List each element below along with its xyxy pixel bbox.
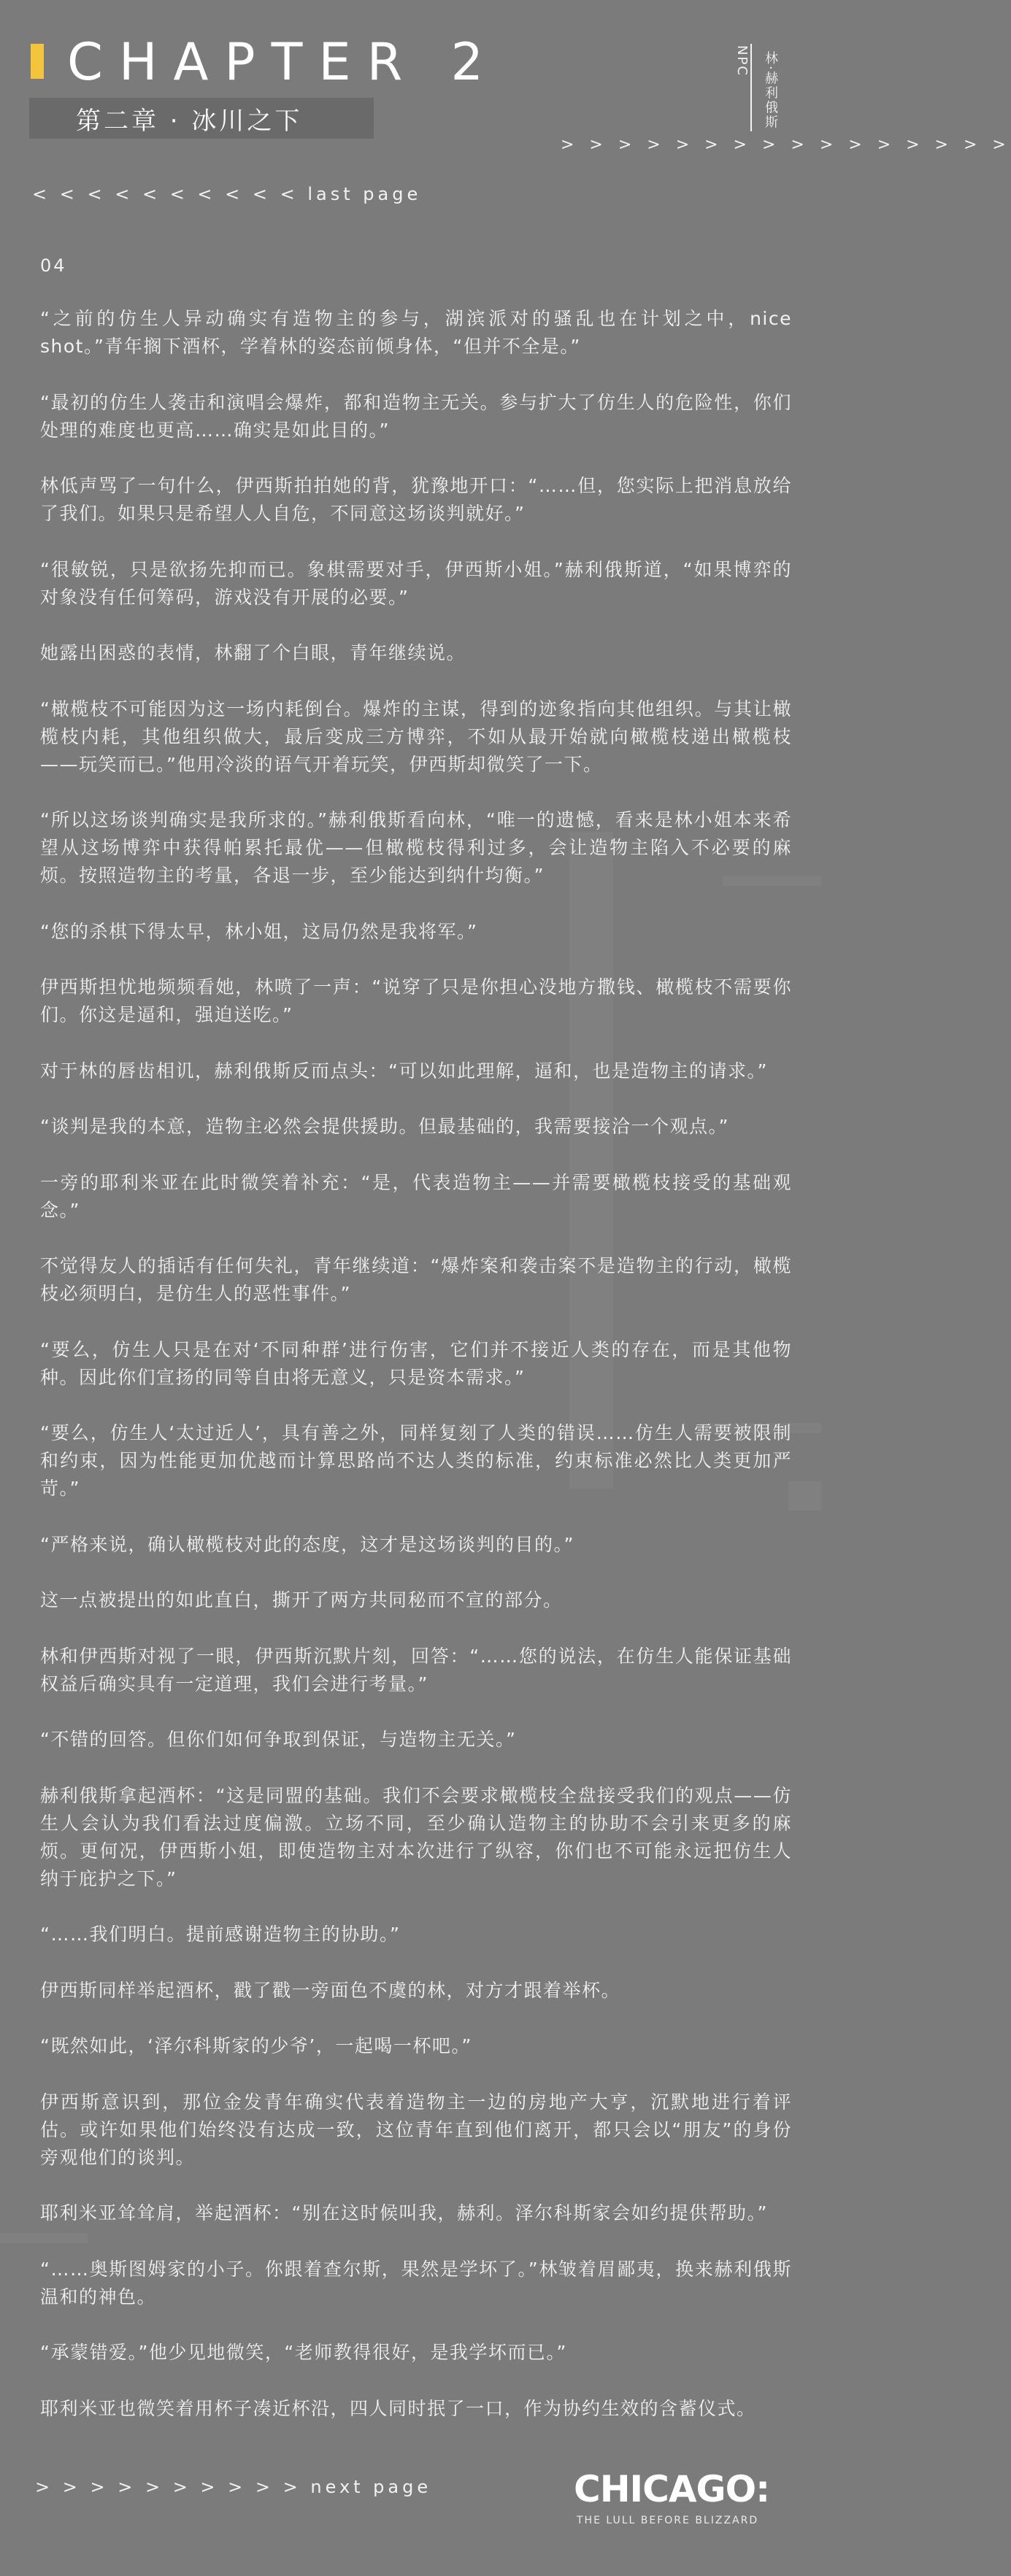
chapter-title: CHAPTER 2	[67, 32, 500, 92]
chapter-subtitle: 第二章 · 冰川之下	[76, 107, 303, 136]
paragraph: “既然如此，‘泽尔科斯家的少爷’，一起喝一杯吧。”	[40, 2035, 472, 2056]
last-page-link[interactable]: < < < < < < < < < < last page	[32, 184, 422, 204]
paragraph: 耶利米亚也微笑着用杯子凑近杯沿，四人同时抿了一口，作为协约生效的含蓄仪式。	[40, 2397, 756, 2419]
paragraph: “……奥斯图姆家的小子。你跟着查尔斯，果然是学坏了。”林皱着眉鄙夷，换来赫利俄斯温和的神色。	[40, 2258, 792, 2307]
background-decoration	[788, 1481, 821, 1511]
paragraph: “不错的回答。但你们如何争取到保证，与造物主无关。”	[40, 1729, 517, 1750]
paragraph: 林和伊西斯对视了一眼，伊西斯沉默片刻，回答：“……您的说法，在仿生人能保证基础权益后确实具有一定道理，我们会进行考量。”	[40, 1645, 792, 1694]
paragraph: “所以这场谈判确实是我所求的。”赫利俄斯看向林，“唯一的遗憾，看来是林小姐本来希望从这场博弈中获得帕累托最优——但橄榄枝得利过多，会让造物主陷入不必要的麻烦。按照造物主的考量，各退一步，至少能达到纳什均衡。”	[40, 809, 792, 886]
paragraph: 这一点被提出的如此直白，撕开了两方共同秘而不宣的部分。	[40, 1589, 563, 1611]
paragraph: 她露出困惑的表情，林翻了个白眼，青年继续说。	[40, 642, 466, 663]
paragraph: 伊西斯担忧地频频看她，林喷了一声：“说穿了只是你担心没地方撒钱、橄榄枝不需要你们。你这是逼和，强迫送吃。”	[40, 976, 792, 1025]
section-number: 04	[40, 255, 67, 276]
paragraph: 不觉得友人的插话有任何失礼，青年继续道：“爆炸案和袭击案不是造物主的行动，橄榄枝必须明白，是仿生人的恶性事件。”	[40, 1255, 792, 1304]
vertical-divider	[750, 44, 752, 131]
logo-tagline: THE LULL BEFORE BLIZZARD	[577, 2515, 759, 2526]
paragraph: 伊西斯意识到，那位金发青年确实代表着造物主一边的房地产大亨，沉默地进行着评估。或许如果他们始终没有达成一致，这位青年直到他们离开，都只会以“朋友”的身份旁观他们的谈判。	[40, 2091, 792, 2168]
paragraph: “谈判是我的本意，造物主必然会提供援助。但最基础的，我需要接洽一个观点。”	[40, 1116, 729, 1137]
page-header	[0, 0, 1011, 154]
vertical-tag-npc: NPC	[734, 45, 750, 77]
vertical-tag-character: 林·赫利俄斯	[763, 51, 778, 130]
next-page-link[interactable]: > > > > > > > > > > next page	[35, 2477, 432, 2497]
paragraph: “最初的仿生人袭击和演唱会爆炸，都和造物主无关。参与扩大了仿生人的危险性，你们处理的难度也更高……确实是如此目的。”	[40, 391, 792, 441]
paragraph: “要么，仿生人只是在对‘不同种群’进行伤害，它们并不接近人类的存在，而是其他物种。因此你们宣扬的同等自由将无意义，只是资本需求。”	[40, 1338, 792, 1388]
paragraph: 对于林的唇齿相讥，赫利俄斯反而点头：“可以如此理解，逼和，也是造物主的请求。”	[40, 1060, 768, 1081]
paragraph: 伊西斯同样举起酒杯，戳了戳一旁面色不虞的林，对方才跟着举杯。	[40, 1979, 621, 2001]
paragraph: “橄榄枝不可能因为这一场内耗倒台。爆炸的主谋，得到的迹象指向其他组织。与其让橄榄枝内耗，其他组织做大，最后变成三方博弈，不如从最开始就向橄榄枝递出橄榄枝——玩笑而已。”他用冷淡的语气开着玩笑，伊西斯却微笑了一下。	[40, 698, 792, 775]
paragraph: 赫利俄斯拿起酒杯：“这是同盟的基础。我们不会要求橄榄枝全盘接受我们的观点——仿生人会认为我们看法过度偏激。立场不同，至少确认造物主的协助不会引来更多的麻烦。更何况，伊西斯小姐，即使造物主对本次进行了纵容，你们也不可能永远把仿生人纳于庇护之下。”	[40, 1784, 792, 1889]
header-arrows: > > > > > > > > > > > > > > > >	[561, 136, 1011, 154]
paragraph: 林低声骂了一句什么，伊西斯拍拍她的背，犹豫地开口：“……但，您实际上把消息放给了我们。如果只是希望人人自危，不同意这场谈判就好。”	[40, 475, 792, 524]
paragraph: “您的杀棋下得太早，林小姐，这局仍然是我将军。”	[40, 920, 478, 942]
paragraph: “严格来说，确认橄榄枝对此的态度，这才是这场谈判的目的。”	[40, 1533, 574, 1555]
paragraph: “之前的仿生人异动确实有造物主的参与，湖滨派对的骚乱也在计划之中，nice shot。”青年搁下酒杯，学着林的姿态前倾身体，“但并不全是。”	[40, 308, 792, 357]
chicago-logo: CHICAGO:	[574, 2468, 770, 2510]
paragraph: “很敏锐，只是欲扬先抑而已。象棋需要对手，伊西斯小姐。”赫利俄斯道，“如果博弈的对象没有任何筹码，游戏没有开展的必要。”	[40, 558, 792, 608]
accent-bar	[31, 44, 44, 79]
paragraph: “要么，仿生人‘太过近人’，具有善之外，同样复刻了人类的错误……仿生人需要被限制和约束，因为性能更加优越而计算思路尚不达人类的标准，约束标准必然比人类更加严苛。”	[40, 1422, 792, 1499]
story-body	[40, 305, 792, 2450]
paragraph: 耶利米亚耸耸肩，举起酒杯：“别在这时候叫我，赫利。泽尔科斯家会如约提供帮助。”	[40, 2202, 768, 2224]
paragraph: “……我们明白。提前感谢造物主的协助。”	[40, 1924, 401, 1945]
paragraph: 一旁的耶利米亚在此时微笑着补充：“是，代表造物主——并需要橄榄枝接受的基础观念。”	[40, 1171, 792, 1221]
paragraph: “承蒙错爱。”他少见地微笑，“老师教得很好，是我学坏而已。”	[40, 2342, 567, 2363]
